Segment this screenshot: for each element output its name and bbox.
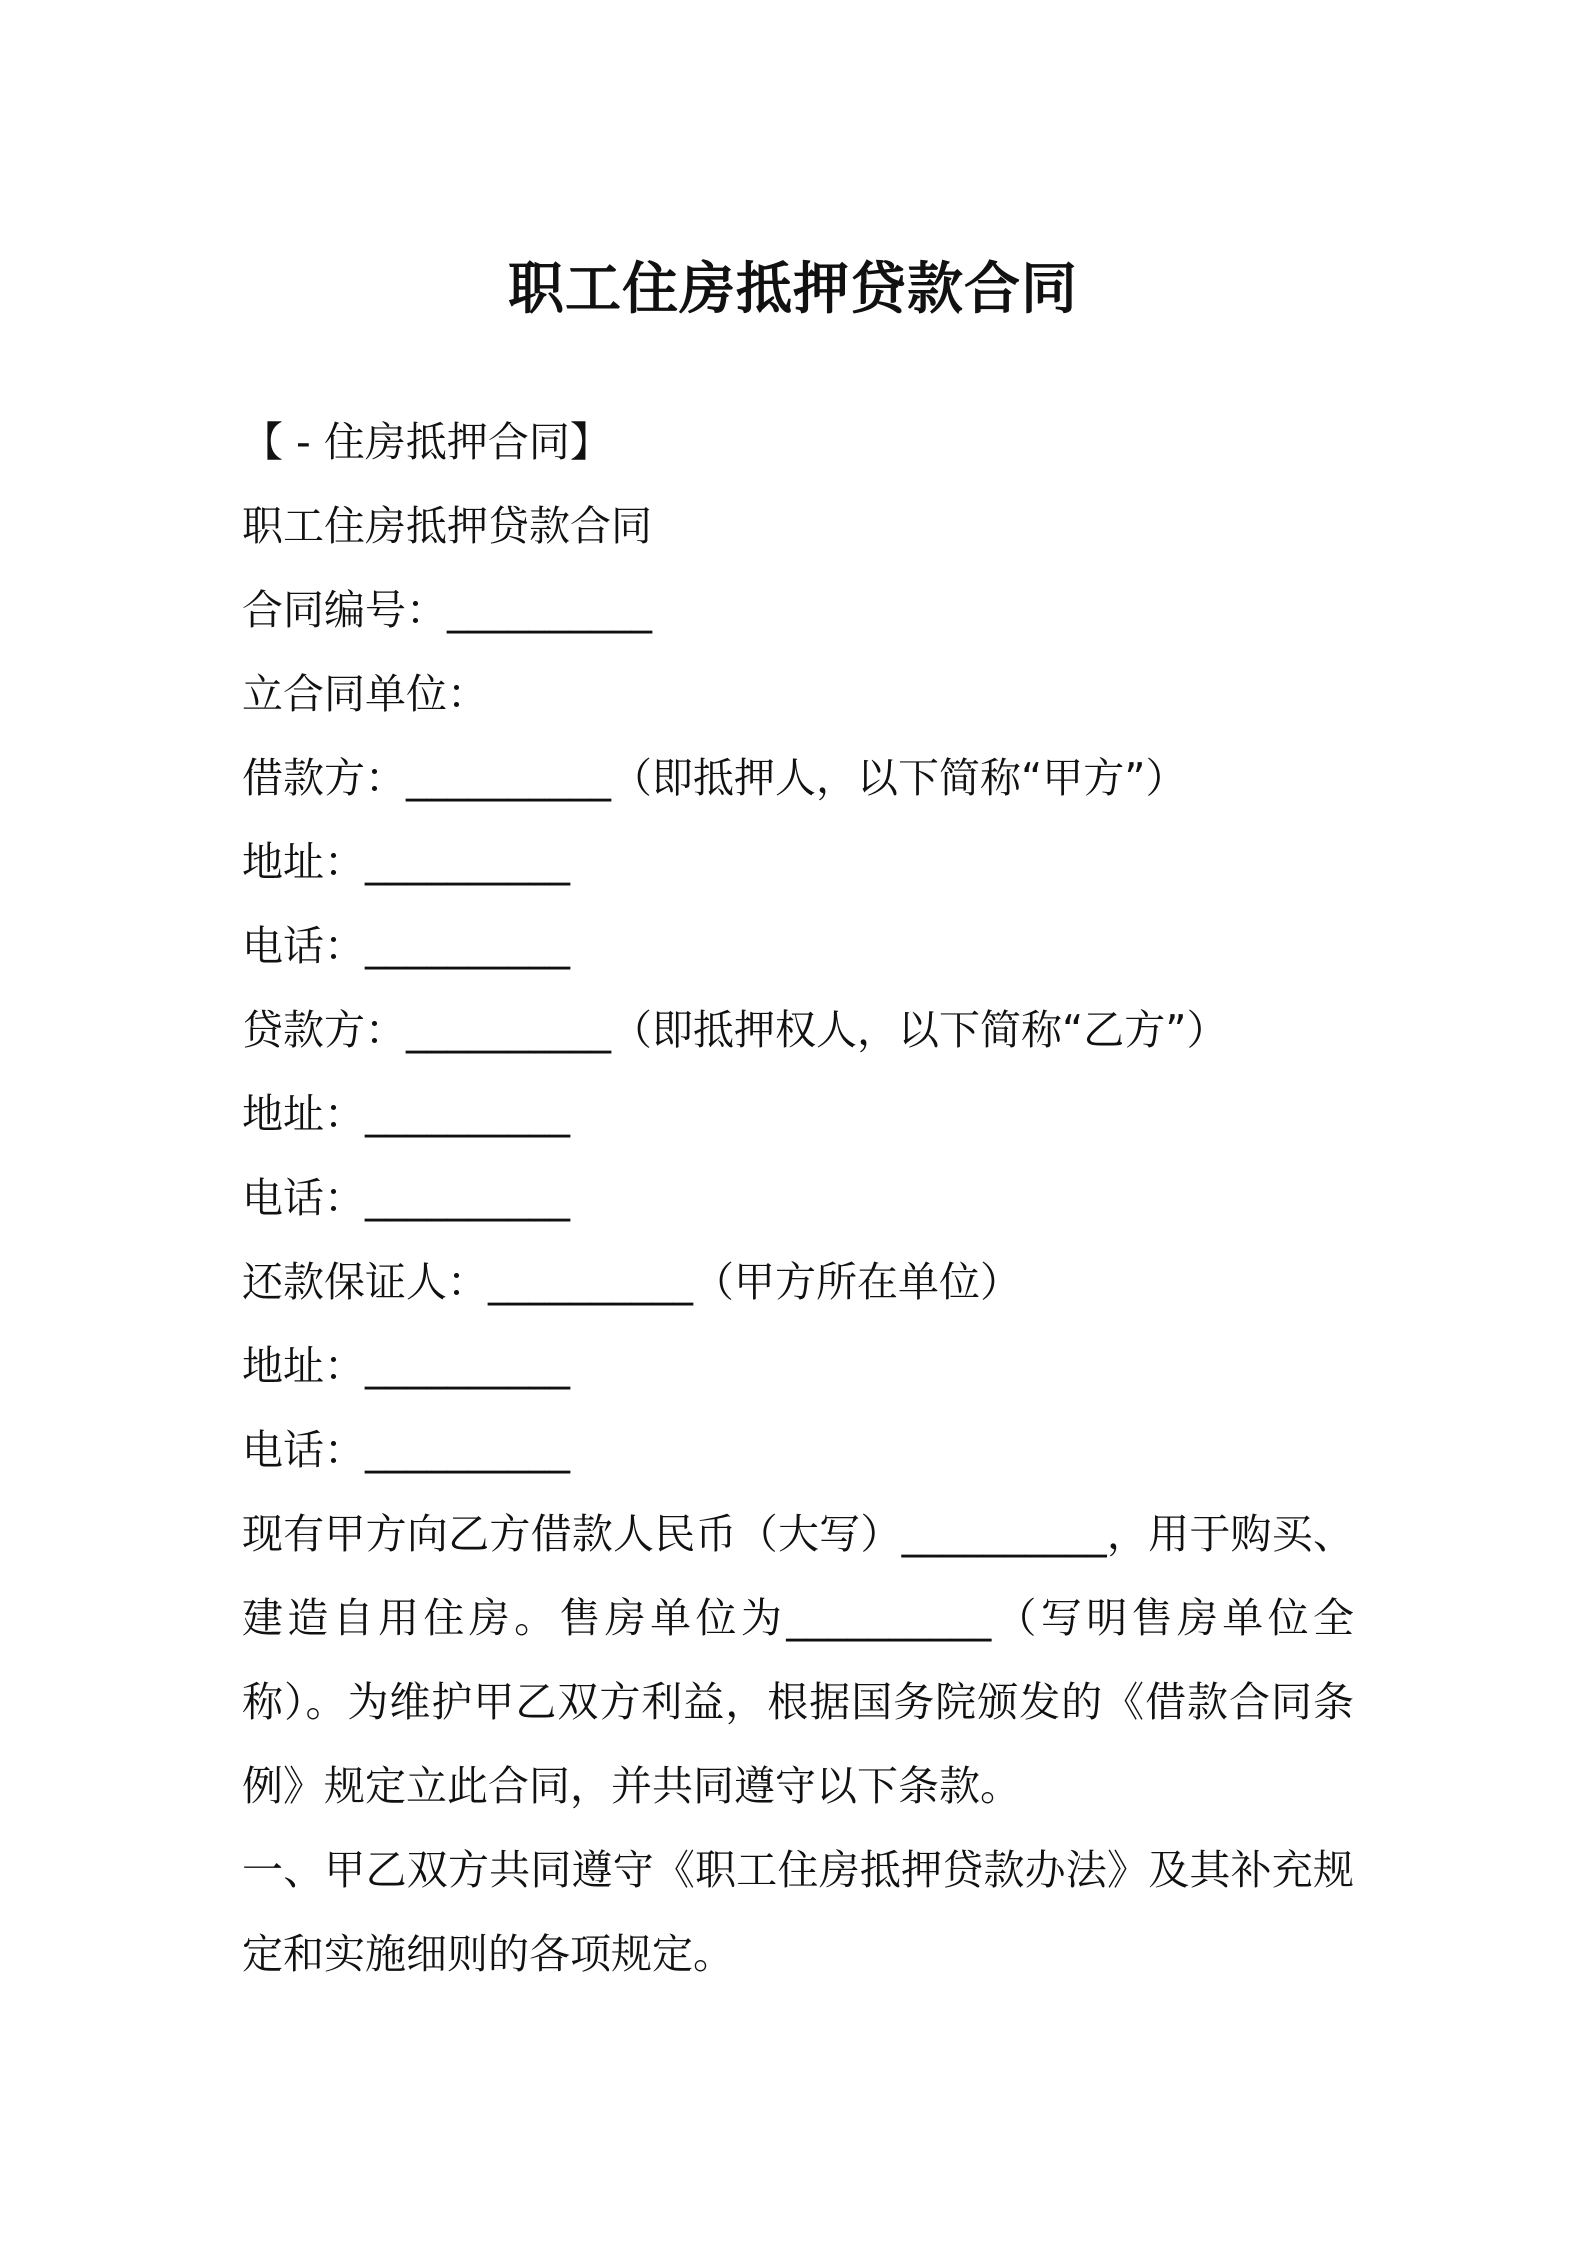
borrower-address: 地址：__________: [242, 838, 570, 886]
guarantor: 还款保证人：__________（甲方所在单位）: [242, 1258, 1021, 1306]
contract-number: 合同编号：__________: [242, 586, 652, 634]
section-label: 【 - 住房抵押合同】: [242, 418, 611, 466]
loan-purpose-paragraph: 现有甲方向乙方借款人民币（大写）__________，用于购买、建造自用住房。售房单位为__________（写明售房单位全称）。为维护甲乙双方利益，根据国务院颁发的《借款合同条例》规定立此合同，并共同遵守以下条款。: [242, 1510, 1354, 1810]
contract-parties-heading: 立合同单位：: [242, 670, 488, 718]
contract-name: 职工住房抵押贷款合同: [242, 502, 652, 550]
guarantor-address: 地址：__________: [242, 1342, 570, 1390]
lender-phone: 电话：__________: [242, 1174, 570, 1222]
borrower: 借款方：__________（即抵押人，以下简称“甲方”）: [242, 754, 1187, 802]
document-title: 职工住房抵押贷款合同: [508, 257, 1078, 322]
article-one-paragraph: 一、甲乙双方共同遵守《职工住房抵押贷款办法》及其补充规定和实施细则的各项规定。: [242, 1846, 1354, 1978]
guarantor-phone: 电话：__________: [242, 1426, 570, 1474]
lender: 贷款方：__________（即抵押权人，以下简称“乙方”）: [242, 1006, 1228, 1054]
lender-address: 地址：__________: [242, 1090, 570, 1138]
document-body: [242, 400, 1354, 1996]
borrower-phone: 电话：__________: [242, 922, 570, 970]
